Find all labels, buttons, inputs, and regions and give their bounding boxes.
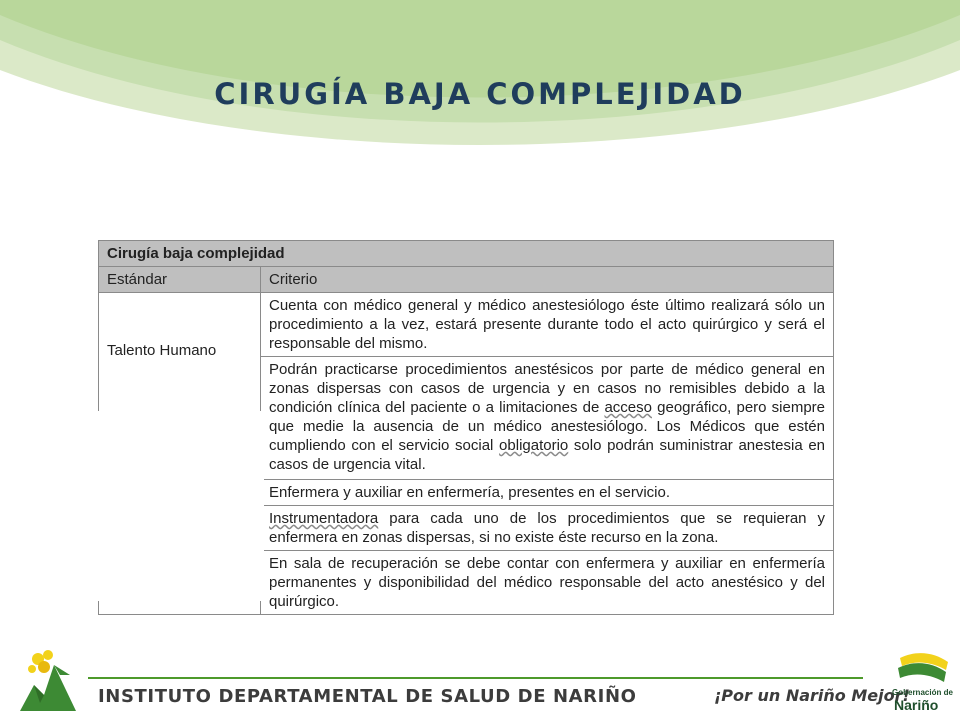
table-row: [99, 293, 834, 357]
table-caption: Cirugía baja complejidad: [99, 241, 834, 267]
header-estandar: Estándar: [99, 267, 261, 293]
institute-logo-icon: [14, 645, 80, 713]
slide-title: CIRUGÍA BAJA COMPLEJIDAD: [214, 77, 746, 111]
criterion-cell: Enfermera y auxiliar en enfermería, presentes en el servicio.: [261, 480, 834, 506]
criterion-cell: Podrán practicarse procedimientos anestésicos por parte de médico general en zonas dispersas con casos de urgencia y en casos no remisibles debido a la condición clínica del paciente o a limitaciones de acceso geográfico, pero siempre que medie la ausencia de un médico anestesiólogo. Los Médicos que estén cumpliendo con el servicio social obligatorio solo podrán suministrar anestesia en casos de urgencia vital.: [261, 357, 834, 480]
criterion-cell: Instrumentadora para cada uno de los procedimientos que se requieran y enfermera en zonas dispersas, si no existe éste recurso en la zona.: [261, 506, 834, 551]
gobernacion-name: Nariño: [894, 697, 939, 713]
header-criterio: Criterio: [261, 267, 834, 293]
footer-divider: [88, 677, 863, 679]
page-break-overlay: [96, 411, 264, 601]
criterion-cell: En sala de recuperación se debe contar con enfermera y auxiliar en enfermería permanentes y disponibilidad del médico responsable del acto anestésico y del quirúrgico.: [261, 551, 834, 615]
slogan: ¡Por un Nariño Mejor!: [714, 686, 910, 705]
standard-cell: Talento Humano: [99, 293, 261, 615]
table-header-row: [99, 267, 834, 293]
table-caption-row: [99, 241, 834, 267]
gobernacion-label: Gobernación de: [892, 688, 953, 697]
criterion-cell: Cuenta con médico general y médico anestesiólogo éste último realizará sólo un procedimiento a la vez, estará presente durante todo el acto quirúrgico y será el responsable del mismo.: [261, 293, 834, 357]
institution-name: INSTITUTO DEPARTAMENTAL DE SALUD DE NARIÑO: [98, 686, 637, 707]
